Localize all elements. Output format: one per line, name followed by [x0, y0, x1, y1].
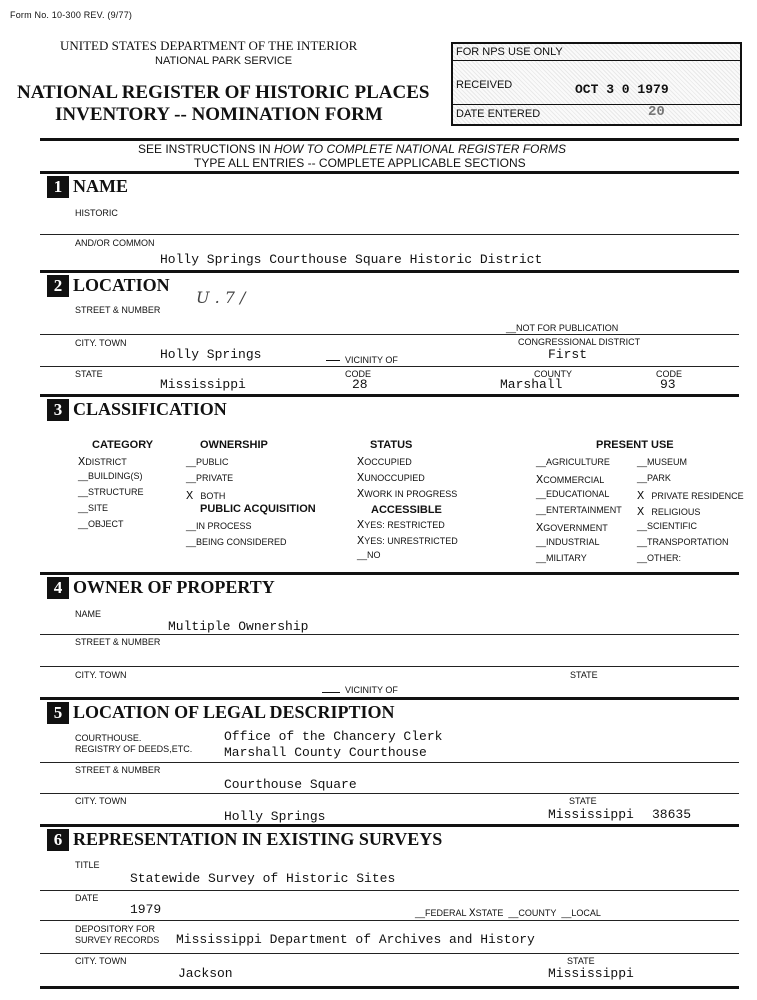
checkbox-site: __SITE [78, 503, 109, 513]
checkbox-both: X BOTH [186, 489, 226, 503]
county-value: Marshall [500, 377, 563, 392]
checkbox-museum: __MUSEUM [637, 457, 688, 467]
checkbox-building-s: __BUILDING(S) [78, 471, 143, 481]
code2-label: CODE [656, 369, 683, 379]
form-number: Form No. 10-300 REV. (9/77) [10, 10, 133, 20]
checkbox-scientific: __SCIENTIFIC [637, 521, 698, 531]
checkbox-other: __OTHER: [637, 553, 682, 563]
state-value: Mississippi [160, 377, 246, 392]
survey-date-value: 1979 [130, 902, 162, 917]
depository-label-1: DEPOSITORY FOR [75, 924, 156, 934]
checkbox-being-considered: __BEING CONSIDERED [186, 537, 287, 547]
checkbox-private-residence: X PRIVATE RESIDENCE [637, 489, 744, 503]
courthouse-value-1: Office of the Chancery Clerk [224, 729, 443, 744]
present-use-header: PRESENT USE [596, 439, 674, 451]
checkbox-unoccupied: XUNOCCUPIED [357, 471, 425, 485]
not-for-publication: __NOT FOR PUBLICATION [506, 323, 619, 333]
acquisition-header: PUBLIC ACQUISITION [200, 503, 316, 515]
legal-city-label: CITY. TOWN [75, 796, 127, 806]
legal-zip-value: 38635 [652, 807, 692, 822]
accessible-header: ACCESSIBLE [371, 504, 442, 516]
ownership-header: OWNERSHIP [200, 439, 268, 451]
checkbox-transportation: __TRANSPORTATION [637, 537, 729, 547]
form-title-2: INVENTORY -- NOMINATION FORM [55, 104, 383, 125]
department-name: UNITED STATES DEPARTMENT OF THE INTERIOR [60, 38, 358, 53]
courthouse-label-1: COURTHOUSE. [75, 733, 142, 743]
section-5-number: 5 [47, 702, 69, 724]
legal-street-value: Courthouse Square [224, 777, 357, 792]
checkbox-occupied: XOCCUPIED [357, 455, 412, 469]
county-code-value: 93 [660, 377, 676, 392]
congressional-value: First [548, 347, 588, 362]
checkbox-public: __PUBLIC [186, 457, 229, 467]
instructions-line-2: TYPE ALL ENTRIES -- COMPLETE APPLICABLE SECTIONS [194, 156, 526, 170]
checkbox-educational: __EDUCATIONAL [536, 489, 610, 499]
owner-street-label: STREET & NUMBER [75, 637, 161, 647]
status-header: STATUS [370, 439, 413, 451]
received-label: RECEIVED [456, 79, 513, 91]
checkbox-object: __OBJECT [78, 519, 124, 529]
checkbox-government: XGOVERNMENT [536, 521, 608, 535]
survey-title-value: Statewide Survey of Historic Sites [130, 871, 396, 886]
checkbox-yes-unrestricted: XYES: UNRESTRICTED [357, 534, 458, 548]
instructions-line-1: SEE INSTRUCTIONS IN HOW TO COMPLETE NATIONAL REGISTER FORMS [138, 142, 567, 156]
common-label: AND/OR COMMON [75, 238, 155, 248]
section-4-title: OWNER OF PROPERTY [73, 577, 275, 597]
owner-name-label: NAME [75, 609, 102, 619]
checkbox-entertainment: __ENTERTAINMENT [536, 505, 622, 515]
state-code-value: 28 [352, 377, 368, 392]
section-2-number: 2 [47, 275, 69, 297]
section-3-title: CLASSIFICATION [73, 399, 227, 419]
section-6-number: 6 [47, 829, 69, 851]
owner-city-label: CITY. TOWN [75, 670, 127, 680]
date-entered-label: DATE ENTERED [456, 108, 541, 120]
survey-date-label: DATE [75, 893, 99, 903]
checkbox-agriculture: __AGRICULTURE [536, 457, 610, 467]
nps-use-box [451, 42, 742, 126]
code-label: CODE [345, 369, 372, 379]
date-entered-stamp: 20 [648, 104, 665, 120]
received-stamp: OCT 3 0 1979 [575, 82, 669, 97]
checkbox-industrial: __INDUSTRIAL [536, 537, 600, 547]
legal-street-label: STREET & NUMBER [75, 765, 161, 775]
city-label: CITY. TOWN [75, 338, 127, 348]
legal-state-label: STATE [569, 796, 597, 806]
service-name: NATIONAL PARK SERVICE [155, 55, 293, 67]
section-4-number: 4 [47, 577, 69, 599]
checkbox-structure: __STRUCTURE [78, 487, 144, 497]
survey-city-label: CITY. TOWN [75, 956, 127, 966]
category-header: CATEGORY [92, 439, 154, 451]
common-name-value: Holly Springs Courthouse Square Historic District [160, 252, 543, 267]
survey-title-label: TITLE [75, 860, 100, 870]
city-value: Holly Springs [160, 347, 262, 362]
depository-value: Mississippi Department of Archives and History [176, 932, 535, 947]
legal-state-value: Mississippi [548, 807, 634, 822]
survey-level-options: __FEDERAL XSTATE __COUNTY __LOCAL [415, 908, 601, 920]
section-2-title: LOCATION [73, 275, 170, 295]
checkbox-no: __NO [357, 550, 381, 560]
section-1-number: 1 [47, 176, 69, 198]
legal-city-value: Holly Springs [224, 809, 326, 824]
checkbox-religious: X RELIGIOUS [637, 505, 701, 519]
nps-box-heading: FOR NPS USE ONLY [456, 46, 563, 58]
section-1-title: NAME [73, 176, 128, 196]
section-6-title: REPRESENTATION IN EXISTING SURVEYS [73, 829, 443, 849]
survey-state-label: STATE [567, 956, 595, 966]
congressional-label: CONGRESSIONAL DISTRICT [518, 337, 641, 347]
courthouse-label-2: REGISTRY OF DEEDS,ETC. [75, 744, 193, 754]
state-label: STATE [75, 369, 103, 379]
survey-city-value: Jackson [178, 966, 233, 981]
depository-label-2: SURVEY RECORDS [75, 935, 160, 945]
section-3-number: 3 [47, 399, 69, 421]
vicinity-label: VICINITY OF [345, 355, 398, 365]
street-handwritten: U . 7 / [196, 288, 246, 307]
county-label: COUNTY [534, 369, 572, 379]
survey-state-value: Mississippi [548, 966, 634, 981]
checkbox-park: __PARK [637, 473, 671, 483]
owner-state-label: STATE [570, 670, 598, 680]
checkbox-in-process: __IN PROCESS [186, 521, 252, 531]
section-5-title: LOCATION OF LEGAL DESCRIPTION [73, 702, 395, 722]
checkbox-district: XDISTRICT [78, 455, 127, 469]
checkbox-military: __MILITARY [536, 553, 587, 563]
historic-label: HISTORIC [75, 208, 118, 218]
courthouse-value-2: Marshall County Courthouse [224, 745, 427, 760]
owner-name-value: Multiple Ownership [168, 619, 309, 634]
form-title-1: NATIONAL REGISTER OF HISTORIC PLACES [17, 82, 430, 103]
street-label: STREET & NUMBER [75, 305, 161, 315]
checkbox-commercial: XCOMMERCIAL [536, 473, 605, 487]
owner-vicinity-label: VICINITY OF [345, 685, 398, 695]
checkbox-private: __PRIVATE [186, 473, 234, 483]
checkbox-yes-restricted: XYES: RESTRICTED [357, 518, 445, 532]
checkbox-work-in-progress: XWORK IN PROGRESS [357, 487, 458, 501]
